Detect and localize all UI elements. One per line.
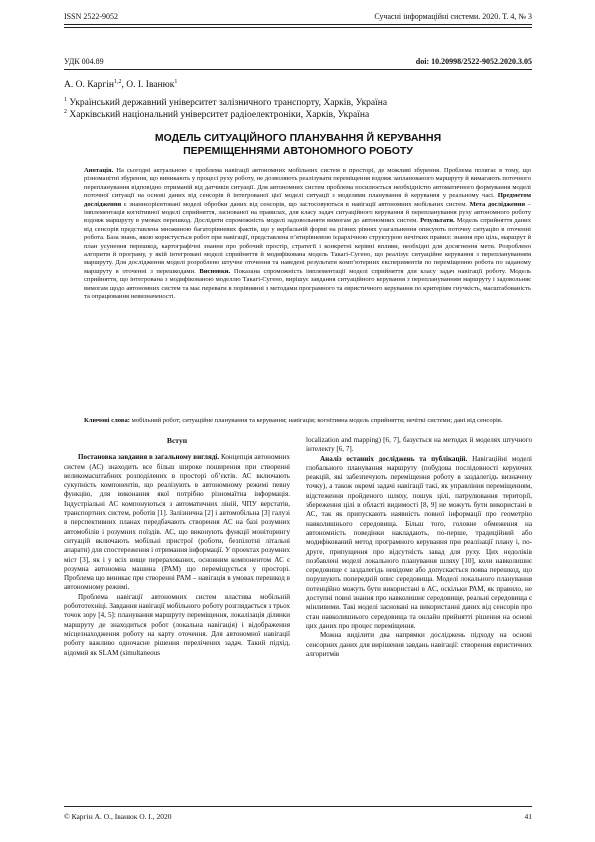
abstract-text: На сьогодні актуальною є проблема навігації автономних мобільних систем в просторі, де можливі збурення. Проблема полягає в тому, що різноманітні збурення, що виникають у процесі руху роботу, не дозволяють реалізувати переміщення вздовж запланованого маршруту й вимагають поточного перепланування відповідно отриманій від датчиків ситуації. Для автономних систем проблема посилюється необхідністю автоматичного формування моделі поточної ситуації на основі даних від сенсорів й інтегрованої цієї моделі ситуації з моделями планування й керування у реальному часі. xyxy=(84,167,531,200)
paragraph: Проблема навігації автономних систем властива мобільній робототехніці. Завдання навігації мобільного роботу розглядається з трьох точок зору [4, 5]: планування маршруту переміщення, локалізація ділянки маршруту де знаходиться робот (локальна навігація) і відображення місцезнаходження роботу на карту оточення. Для автономної навігації роботу важливо одночасне рішення перелічених задач. Такий підхід, відомий як SLAM (simultaneous xyxy=(64,592,290,657)
affiliation-mark: 2 xyxy=(64,108,67,115)
keywords xyxy=(84,417,531,425)
meta-rule xyxy=(64,69,532,70)
doi[interactable]: doi: 10.20998/2522-9052.2020.3.05 xyxy=(415,57,532,66)
affiliation-text: Український державний університет залізничного транспорту, Харків, Україна xyxy=(69,98,388,108)
paragraph: localization and mapping) [6, 7], базується на методах й моделях штучного інтелекту [6, 7]. xyxy=(306,436,532,454)
abstract xyxy=(84,167,531,302)
abstract-text: Модель сприйняття даних від сенсорів представлена множиною багаторівневих фактів, що у вербальній формі на різних рівнях узагальнення описують поточну ситуацію в оточенні робота. База знань, якою користується робот при навігації, представлена п’ятирівневою ієрархічною структурою нечітких правил: знання про ціль, маршрут й план усунення перешкод, картографічні знання про робочий простір, стратегії і конкретні керівні впливи, необхідні для досягнення мети. Розроблено алгоритм й програму, у якій інтегровані моделі сприйняття й модифікована модель Такагі-Сугено, що реалізує ситуаційне керування з переплануванням маршруту. Для дослідження моделі розроблено штучне оточення та наведені результати комп’ютерних експериментів по переміщенню робота по заданому маршруту в оточенні з перешкодами. xyxy=(84,217,532,275)
left-column xyxy=(64,436,290,658)
paragraph-heading: Аналіз останніх досліджень та публікацій. xyxy=(320,454,468,463)
copyright: © Каргін А. О., Іванюк О. І., 2020 xyxy=(64,812,172,821)
udk-code: УДК 004.89 xyxy=(64,57,104,66)
affiliation xyxy=(64,97,387,109)
author-list xyxy=(64,80,177,90)
author-name: О. І. Іванюк xyxy=(126,80,175,90)
section-heading: Вступ xyxy=(166,436,188,445)
abstract-label: Анотація. xyxy=(84,167,114,174)
paragraph-text: Концепція автономних систем (АС) знаходить все більш широке поширення при створенні великомасштабних розподілених в просторі об’єктів. АС включають сукупність компонентів, що реалізують в автономному режимі певну функцію, для виконання якої потрібно різномаїтна інформація. Індустріальні АС компонуються з автоматичних ліній, ЧПУ верстатів, транспортних систем, роботів [1]. Залізнична [2] і автомобільна [3] галузі в перспективних планах передбачають створення АС на базі розумних автомобілів і розумних поїздів. АС, що виконують функції моніторингу ситуацій включають мобільні пристрої (роботи, безпілотні літальні апарати) для спостереження і отримання інформації. У проектах розумних міст [3], як і у всіх вище перерахованих, основним компонентом АС є розумна автономна машина (РАМ) що переміщується у просторі. Проблема що виникає при створенні РАМ – навігація в умовах перешкод в автономному режимі. xyxy=(64,453,291,592)
page-number: 41 xyxy=(524,812,532,821)
abstract-results-label: Результати. xyxy=(417,217,455,225)
header-rule xyxy=(64,24,532,25)
journal-info: Сучасні інформаційні системи. 2020. Т. 4, № 3 xyxy=(374,12,532,21)
header-rule-2 xyxy=(64,27,532,28)
paragraph-text: Навігаційні моделі глобального планування маршруту (побудова послідовності керуючих реакцій, які забезпечують переміщення роботу в заздалегідь визначену точку), а також окремі задачі навігації такі, як управління переміщенням, відстеження пройденого шляху, пошук цілі, патрулювання території, збереження цілі в області видимості [8, 9] не можуть бути використані в АС, так як припускають наявність повної інформації про геометрію навколишнього середовища. Більш того, головне обмеження на автономність поведінки накладають, по-перше, традиційний або модифікований метод програмного керування при реалізації плану і, по-друге, припущення про відсутність завад для руху. Цих недоліків позбавлені моделі локального планування шляху [10], коли навколишнє середовище є заздалегідь невідоме або допускається поява перешкод, що порушують попередній опис середовища. Моделі локального планування потенційно можуть бути використані в АС, оскільки РАМ, як правило, не доступні повні знання про навколишнє середовище, реальні середовища є мінливими. Такі моделі засновані на використанні даних від сенсорів про стан навколишнього середовища та онлайн прийнятті рішення на основі цих даних про процес переміщення. xyxy=(306,454,532,630)
paper-title xyxy=(64,132,532,157)
author-separator: , xyxy=(121,80,127,90)
author-affiliation-mark: 1 xyxy=(174,78,178,85)
right-column xyxy=(306,436,532,659)
paragraph xyxy=(64,453,290,592)
title-line: ПЕРЕМІЩЕННЯМИ АВТОНОМНОГО РОБОТУ xyxy=(183,144,413,157)
paragraph-heading: Постановка завдання в загальному вигляді. xyxy=(78,453,220,462)
author-name: А. О. Каргін xyxy=(64,80,115,90)
abstract-text: Показана спроможність імплементації моделі сприйняття для класу задач навігації роботу. Модель сприйняття, що інтегрована з модифікованою моделлю Такагі-Сугено, вирішує завдання ситуаційного керування з переплануванням маршруту і задовольняє вимогам щодо автономних систем та має переваги в порівнянні з методами програмного та евристичного керування по критеріям гнучкість, масштабованість та опрацювання невизначеності. xyxy=(84,267,532,301)
footer-rule xyxy=(64,806,532,807)
abstract-goal-label: Мета дослідження xyxy=(467,200,526,208)
abstract-text: є знаннєорієнтовані моделі обробки даних від сенсорів, що застосовуються в навігації автономних мобільних систем. xyxy=(121,200,468,208)
abstract-subject-label: Предметом дослідження xyxy=(84,192,531,208)
keywords-label: Ключові слова: xyxy=(84,417,130,424)
issn: ISSN 2522-9052 xyxy=(64,12,119,21)
keywords-text: мобільний робот; ситуаційне планування та керування; навігація; когнітивна модель сприйняття; нечіткі системи; дані від сенсорів. xyxy=(129,417,503,424)
paragraph: Можна виділити два напрямки досліджень підходу на основі сенсорних даних для вирішення завдань навігації: створення евристичних алгоритмів xyxy=(306,631,532,658)
title-line: МОДЕЛЬ СИТУАЦІЙНОГО ПЛАНУВАННЯ Й КЕРУВАННЯ xyxy=(154,132,442,144)
abstract-text: – імплементація когнітивної моделі сприйняття, заснованої на правилах, для класу задач ситуаційного керування й перепланування руху автономного роботу вздовж маршруту в умовах перешкод. Дослідити спроможність моделі задовольняти вимогам до автономних систем. xyxy=(84,200,531,225)
affiliation xyxy=(64,109,387,121)
paragraph xyxy=(306,455,532,632)
author-affiliation-mark: 1,2 xyxy=(114,78,122,85)
affiliations xyxy=(64,97,387,121)
affiliation-text: Харківський національний університет радіоелектроніки, Харків, Україна xyxy=(69,110,370,120)
affiliation-mark: 1 xyxy=(64,96,67,103)
abstract-conclusions-label: Висновки. xyxy=(195,267,231,275)
